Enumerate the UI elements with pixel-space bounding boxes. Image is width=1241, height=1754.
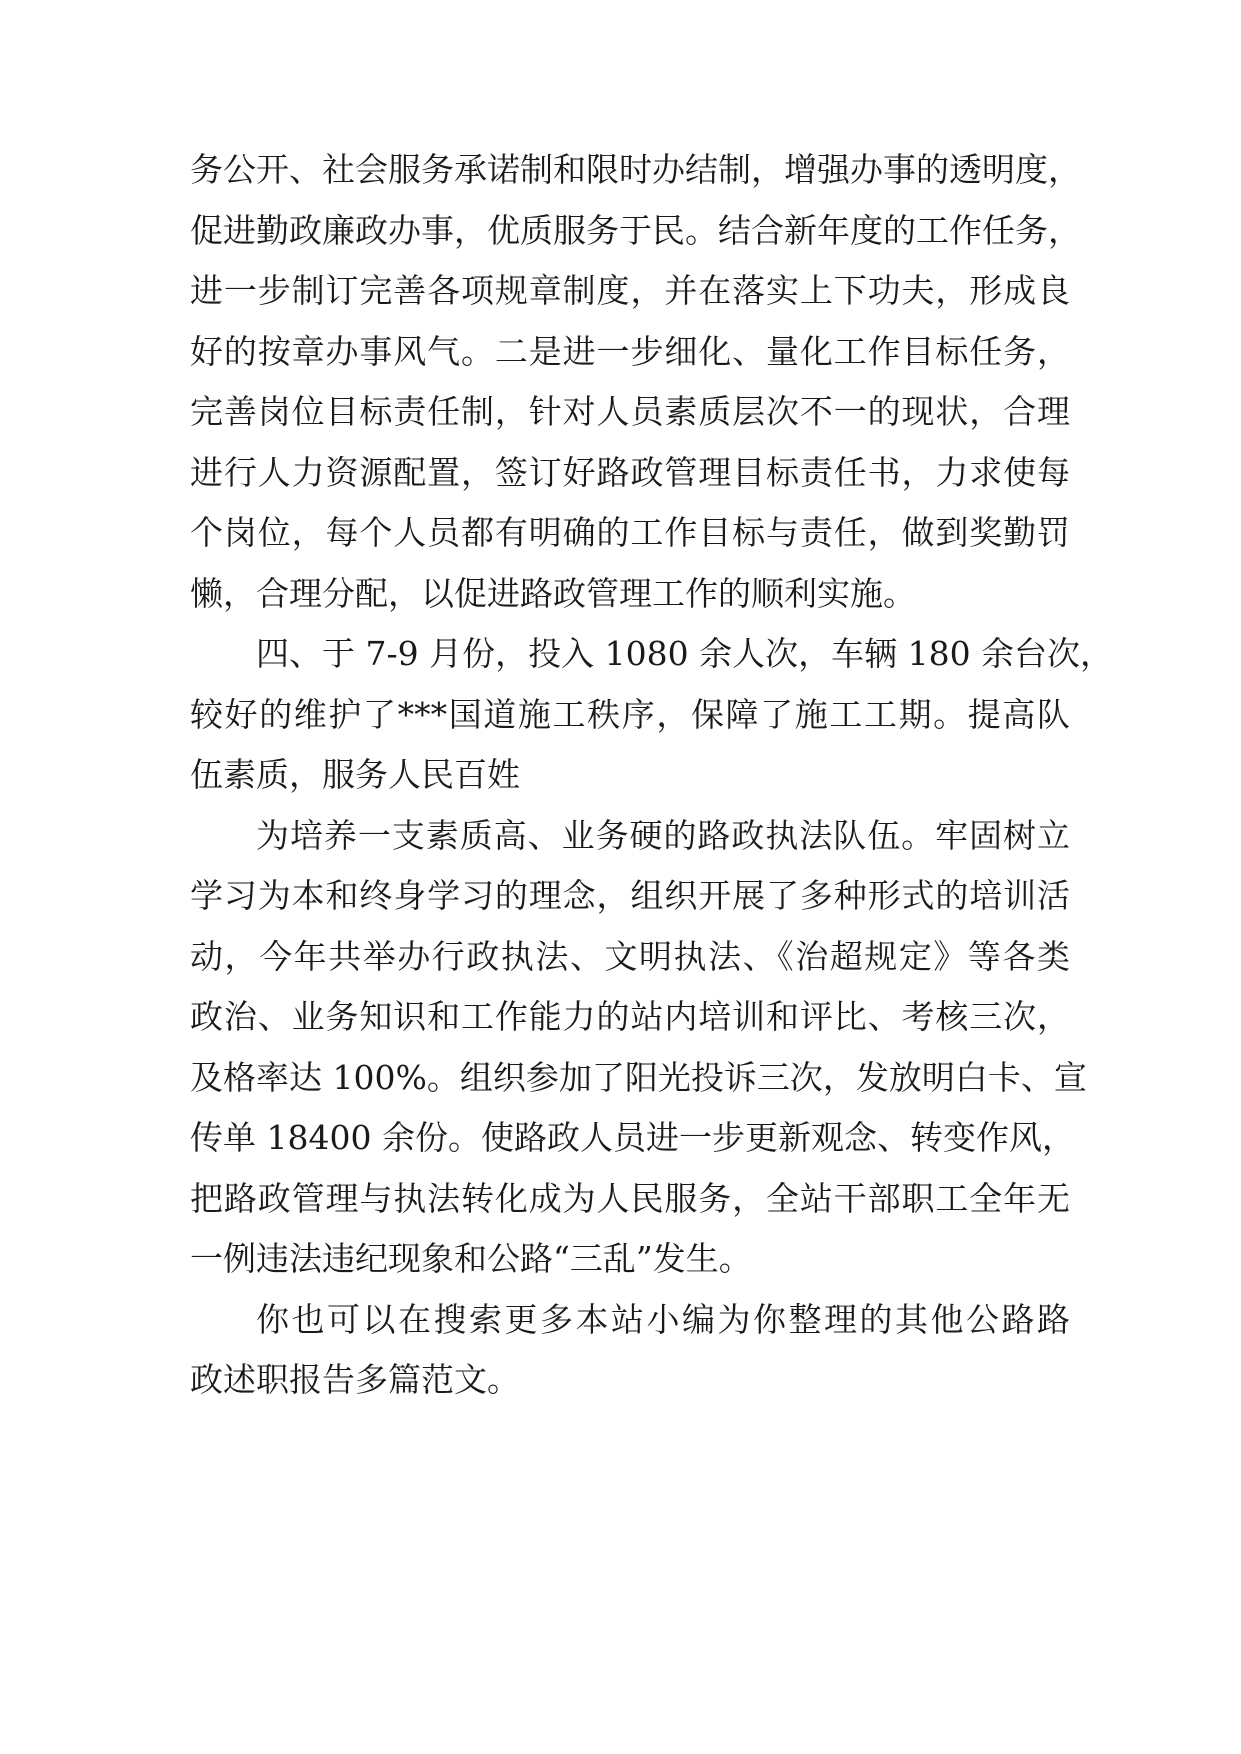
text-line: 你也可以在搜索更多本站小编为你整理的其他公路路 bbox=[256, 1299, 1070, 1339]
text-line: 把路政管理与执法转化成为人民服务，全站干部职工全年无 bbox=[190, 1178, 1070, 1218]
text-line: 伍素质，服务人民百姓 bbox=[190, 755, 520, 794]
text-line: 进一步制订完善各项规章制度，并在落实上下功夫，形成良 bbox=[190, 271, 1070, 310]
paragraph bbox=[190, 1290, 1070, 1411]
text-line: 学习为本和终身学习的理念，组织开展了多种形式的培训活 bbox=[190, 876, 1070, 915]
text-line: 好的按章办事风气。二是进一步细化、量化工作目标任务， bbox=[190, 331, 1070, 371]
text-line: 促进勤政廉政办事，优质服务于民。结合新年度的工作任务， bbox=[190, 210, 1081, 250]
text-line: 务公开、社会服务承诺制和限时办结制，增强办事的透明度， bbox=[190, 150, 1081, 189]
text-line: 及格率达 100%。组织参加了阳光投诉三次，发放明白卡、宣 bbox=[190, 1057, 1087, 1097]
text-line: 动，今年共举办行政执法、文明执法、《治超规定》等各类 bbox=[190, 936, 1070, 976]
text-line: 政治、业务知识和工作能力的站内培训和评比、考核三次， bbox=[190, 997, 1070, 1036]
text-line: 一例违法违纪现象和公路“三乱”发生。 bbox=[190, 1239, 752, 1278]
text-line: 懒，合理分配，以促进路政管理工作的顺利实施。 bbox=[190, 573, 916, 613]
paragraph bbox=[190, 140, 1081, 624]
text-line: 进行人力资源配置，签订好路政管理目标责任书，力求使每 bbox=[190, 452, 1070, 492]
paragraph bbox=[190, 624, 1114, 806]
text-line: 为培养一支素质高、业务硬的路政执法队伍。牢固树立 bbox=[256, 815, 1070, 855]
text-line: 四、于 7-9 月份，投入 1080 余人次，车辆 180 余台次， bbox=[256, 634, 1114, 673]
text-line: 政述职报告多篇范文。 bbox=[190, 1360, 520, 1399]
text-line: 传单 18400 余份。使路政人员进一步更新观念、转变作风， bbox=[190, 1118, 1075, 1157]
text-line: 个岗位，每个人员都有明确的工作目标与责任，做到奖勤罚 bbox=[190, 513, 1070, 552]
paragraph bbox=[190, 806, 1087, 1290]
document-body bbox=[190, 140, 1114, 1411]
text-line: 完善岗位目标责任制，针对人员素质层次不一的现状，合理 bbox=[190, 392, 1070, 431]
text-line: 较好的维护了***国道施工秩序，保障了施工工期。提高队 bbox=[190, 694, 1070, 734]
